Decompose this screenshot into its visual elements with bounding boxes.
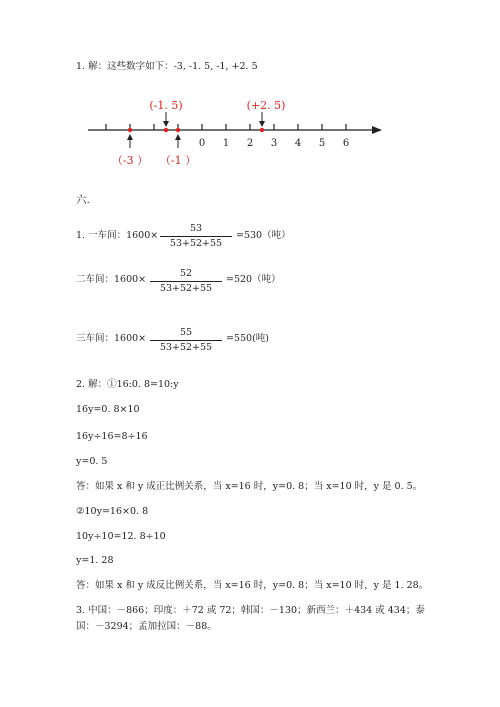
q3-line: 3. 中国：－866；印度：＋72 或 72；韩国：－130；新西兰：＋434 或 434；泰 xyxy=(76,605,425,616)
q2-line: 16y÷16=8÷16 xyxy=(76,431,148,442)
tick-label: 5 xyxy=(318,138,326,149)
tick-label: 2 xyxy=(246,138,254,149)
row-prefix: 二车间：1600× xyxy=(76,274,147,285)
label-pos2-5: (+2. 5) xyxy=(246,99,286,112)
label-neg1-5: (-1. 5) xyxy=(149,99,183,112)
q3-line: 国：－3294；孟加拉国：－88。 xyxy=(76,621,217,632)
tick-marks xyxy=(106,124,346,130)
fraction-denominator: 53+52+55 xyxy=(159,342,213,353)
arrowhead-up-icon xyxy=(175,134,181,140)
fraction-numerator: 52 xyxy=(179,268,193,279)
row-prefix: 三车间：1600× xyxy=(76,333,147,344)
section-heading: 六. xyxy=(76,194,90,206)
q2-line: y=1. 28 xyxy=(76,555,114,566)
q2-line: ②10y=16×0. 8 xyxy=(76,506,149,517)
fraction-numerator: 55 xyxy=(179,327,193,338)
fraction-bar xyxy=(150,340,222,341)
arrowhead-up-icon xyxy=(127,134,133,140)
q2-line: y=0. 5 xyxy=(76,456,108,467)
axis-arrowhead-icon xyxy=(372,126,382,134)
tick-label: 0 xyxy=(198,138,206,149)
tick-label: 4 xyxy=(294,138,302,149)
point-marker-neg3 xyxy=(128,128,132,132)
q2-answer: 答：如果 x 和 y 成反比例关系，当 x=16 时，y=0. 8；当 x=10 时，y 是 1. 28。 xyxy=(76,580,429,591)
q2-line: 10y÷10=12. 8÷10 xyxy=(76,531,166,542)
q2-line: 16y=0. 8×10 xyxy=(76,404,140,415)
arrowhead-down-icon xyxy=(163,121,169,127)
point-marker-neg1-5 xyxy=(164,128,168,132)
tick-label: 6 xyxy=(342,138,350,149)
fraction-denominator: 53+52+55 xyxy=(159,283,213,294)
fraction xyxy=(150,327,222,354)
arrowhead-down-icon xyxy=(259,121,265,127)
point-marker-pos2-5 xyxy=(260,128,264,132)
label-neg3: （-3 ） xyxy=(111,154,149,167)
fraction-bar xyxy=(150,281,222,282)
row-result: =550(吨) xyxy=(226,333,270,344)
label-neg1: （-1 ） xyxy=(159,154,197,167)
fraction xyxy=(160,223,232,250)
fraction xyxy=(150,268,222,295)
row-result: =520（吨） xyxy=(226,274,281,285)
fraction-numerator: 53 xyxy=(189,223,203,234)
fraction-denominator: 53+52+55 xyxy=(169,238,223,249)
row-result: =530（吨） xyxy=(236,230,291,241)
tick-label: 1 xyxy=(222,138,230,149)
q2-answer: 答：如果 x 和 y 成正比例关系，当 x=16 时，y=0. 8；当 x=10 时，y 是 0. 5。 xyxy=(76,481,423,492)
point-marker-neg1 xyxy=(176,128,180,132)
q1-line: 1. 解：这些数字如下：-3, -1. 5, -1, +2. 5 xyxy=(76,61,258,72)
number-line-figure xyxy=(0,90,500,190)
fraction-bar xyxy=(160,236,232,237)
tick-label: 3 xyxy=(270,138,278,149)
row-prefix: 1. 一车间：1600× xyxy=(76,230,159,241)
q2-line: 2. 解：①16:0. 8=10:y xyxy=(76,379,179,390)
